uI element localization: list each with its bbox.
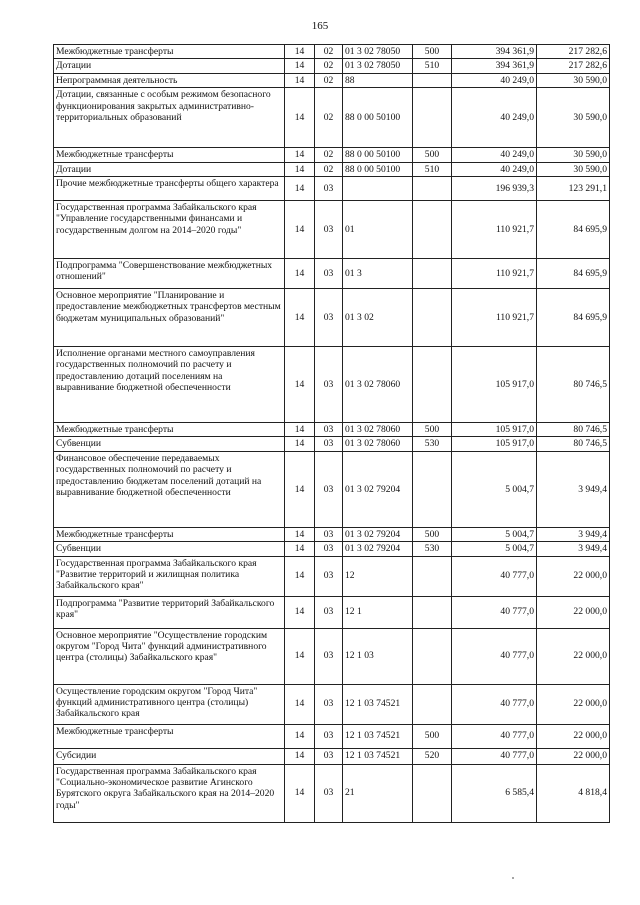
row-name: Межбюджетные трансферты bbox=[54, 423, 285, 437]
row-subsection: 03 bbox=[315, 423, 343, 437]
table-row bbox=[54, 556, 610, 596]
row-target-article: 01 3 02 78060 bbox=[343, 437, 413, 451]
row-name: Прочие межбюджетные трансферты общего характера bbox=[54, 177, 285, 201]
row-amount-1: 40 777,0 bbox=[452, 556, 537, 596]
row-expense-type: 510 bbox=[413, 59, 452, 73]
row-expense-type: 520 bbox=[413, 748, 452, 764]
row-amount-2: 84 695,9 bbox=[537, 201, 610, 259]
table-row bbox=[54, 437, 610, 451]
row-expense-type: 510 bbox=[413, 162, 452, 176]
row-section: 14 bbox=[285, 748, 315, 764]
row-section: 14 bbox=[285, 289, 315, 347]
row-expense-type bbox=[413, 259, 452, 289]
row-target-article: 12 bbox=[343, 556, 413, 596]
row-section: 14 bbox=[285, 59, 315, 73]
row-name: Дотации bbox=[54, 59, 285, 73]
row-subsection: 03 bbox=[315, 289, 343, 347]
row-section: 14 bbox=[285, 148, 315, 162]
row-amount-1: 5 004,7 bbox=[452, 542, 537, 556]
row-target-article: 88 bbox=[343, 73, 413, 87]
row-amount-2: 30 590,0 bbox=[537, 88, 610, 148]
table-row bbox=[54, 148, 610, 162]
row-section: 14 bbox=[285, 596, 315, 628]
row-expense-type bbox=[413, 451, 452, 527]
row-subsection: 03 bbox=[315, 556, 343, 596]
row-amount-2: 80 746,5 bbox=[537, 347, 610, 423]
row-expense-type bbox=[413, 88, 452, 148]
row-expense-type bbox=[413, 596, 452, 628]
row-section: 14 bbox=[285, 162, 315, 176]
row-name: Подпрограмма "Развитие территорий Забайкальского края" bbox=[54, 596, 285, 628]
row-name: Финансовое обеспечение передаваемых государственных полномочий по расчету и предоставлению бюджетам поселений дотаций на выравнивание бюджетной обеспеченности bbox=[54, 451, 285, 527]
row-expense-type: 500 bbox=[413, 423, 452, 437]
row-target-article: 88 0 00 50100 bbox=[343, 148, 413, 162]
row-amount-1: 5 004,7 bbox=[452, 527, 537, 541]
row-target-article: 12 1 03 74521 bbox=[343, 684, 413, 724]
row-section: 14 bbox=[285, 259, 315, 289]
row-target-article: 12 1 bbox=[343, 596, 413, 628]
row-expense-type bbox=[413, 289, 452, 347]
row-amount-1: 40 777,0 bbox=[452, 596, 537, 628]
row-amount-2: 80 746,5 bbox=[537, 423, 610, 437]
row-amount-1: 40 777,0 bbox=[452, 684, 537, 724]
row-subsection: 03 bbox=[315, 724, 343, 748]
row-name: Исполнение органами местного самоуправления государственных полномочий по расчету и предоставлению дотаций поселениям на выравнивание бюджетной обеспеченности bbox=[54, 347, 285, 423]
row-target-article: 01 3 02 78050 bbox=[343, 45, 413, 59]
table-row bbox=[54, 177, 610, 201]
row-section: 14 bbox=[285, 724, 315, 748]
table-row bbox=[54, 764, 610, 822]
row-section: 14 bbox=[285, 764, 315, 822]
table-row bbox=[54, 259, 610, 289]
row-amount-2: 84 695,9 bbox=[537, 289, 610, 347]
page-number: 165 bbox=[311, 20, 329, 32]
row-amount-2: 123 291,1 bbox=[537, 177, 610, 201]
row-amount-1: 105 917,0 bbox=[452, 437, 537, 451]
table-row bbox=[54, 162, 610, 176]
row-amount-2: 217 282,6 bbox=[537, 59, 610, 73]
row-subsection: 03 bbox=[315, 596, 343, 628]
row-expense-type bbox=[413, 347, 452, 423]
row-name: Дотации bbox=[54, 162, 285, 176]
row-subsection: 03 bbox=[315, 628, 343, 684]
row-subsection: 03 bbox=[315, 527, 343, 541]
row-expense-type: 500 bbox=[413, 45, 452, 59]
table-row bbox=[54, 542, 610, 556]
row-amount-2: 22 000,0 bbox=[537, 628, 610, 684]
row-amount-2: 22 000,0 bbox=[537, 748, 610, 764]
row-subsection: 03 bbox=[315, 259, 343, 289]
row-amount-1: 40 777,0 bbox=[452, 748, 537, 764]
row-section: 14 bbox=[285, 556, 315, 596]
row-target-article: 01 3 02 78060 bbox=[343, 347, 413, 423]
row-target-article: 01 bbox=[343, 201, 413, 259]
budget-table-body bbox=[54, 45, 610, 823]
row-target-article: 12 1 03 bbox=[343, 628, 413, 684]
row-section: 14 bbox=[285, 628, 315, 684]
row-expense-type: 500 bbox=[413, 724, 452, 748]
row-name: Осуществление городским округом "Город Чита" функций административного центра (столицы) Забайкальского края bbox=[54, 684, 285, 724]
table-row bbox=[54, 59, 610, 73]
table-row bbox=[54, 527, 610, 541]
table-row bbox=[54, 684, 610, 724]
row-target-article: 88 0 00 50100 bbox=[343, 88, 413, 148]
row-expense-type bbox=[413, 556, 452, 596]
row-expense-type: 530 bbox=[413, 437, 452, 451]
row-subsection: 02 bbox=[315, 73, 343, 87]
row-amount-2: 3 949,4 bbox=[537, 542, 610, 556]
row-section: 14 bbox=[285, 527, 315, 541]
row-amount-2: 84 695,9 bbox=[537, 259, 610, 289]
row-amount-2: 4 818,4 bbox=[537, 764, 610, 822]
row-name: Дотации, связанные с особым режимом безопасного функционирования закрытых административно-территориальных образований bbox=[54, 88, 285, 148]
row-target-article bbox=[343, 177, 413, 201]
row-expense-type bbox=[413, 628, 452, 684]
table-row bbox=[54, 451, 610, 527]
row-section: 14 bbox=[285, 73, 315, 87]
row-amount-1: 40 249,0 bbox=[452, 73, 537, 87]
row-amount-2: 30 590,0 bbox=[537, 148, 610, 162]
table-row bbox=[54, 347, 610, 423]
row-section: 14 bbox=[285, 45, 315, 59]
table-row bbox=[54, 201, 610, 259]
row-expense-type bbox=[413, 177, 452, 201]
row-amount-1: 196 939,3 bbox=[452, 177, 537, 201]
row-subsection: 03 bbox=[315, 542, 343, 556]
table-row bbox=[54, 289, 610, 347]
table-row bbox=[54, 628, 610, 684]
row-expense-type: 530 bbox=[413, 542, 452, 556]
row-target-article: 01 3 bbox=[343, 259, 413, 289]
row-subsection: 03 bbox=[315, 764, 343, 822]
row-amount-1: 40 249,0 bbox=[452, 88, 537, 148]
row-amount-1: 105 917,0 bbox=[452, 347, 537, 423]
row-name: Межбюджетные трансферты bbox=[54, 148, 285, 162]
row-subsection: 03 bbox=[315, 201, 343, 259]
table-row bbox=[54, 88, 610, 148]
row-amount-1: 40 777,0 bbox=[452, 724, 537, 748]
row-amount-1: 110 921,7 bbox=[452, 289, 537, 347]
row-amount-1: 394 361,9 bbox=[452, 59, 537, 73]
row-target-article: 12 1 03 74521 bbox=[343, 724, 413, 748]
row-name: Непрограммная деятельность bbox=[54, 73, 285, 87]
row-name: Основное мероприятие "Планирование и предоставление межбюджетных трансфертов местным бюджетам муниципальных образований" bbox=[54, 289, 285, 347]
row-target-article: 01 3 02 79204 bbox=[343, 542, 413, 556]
row-target-article: 01 3 02 bbox=[343, 289, 413, 347]
row-subsection: 02 bbox=[315, 59, 343, 73]
row-subsection: 02 bbox=[315, 45, 343, 59]
row-amount-2: 3 949,4 bbox=[537, 451, 610, 527]
row-subsection: 02 bbox=[315, 88, 343, 148]
row-target-article: 01 3 02 79204 bbox=[343, 451, 413, 527]
row-target-article: 01 3 02 78060 bbox=[343, 423, 413, 437]
table-row bbox=[54, 596, 610, 628]
row-expense-type: 500 bbox=[413, 148, 452, 162]
row-target-article: 01 3 02 79204 bbox=[343, 527, 413, 541]
row-target-article: 88 0 00 50100 bbox=[343, 162, 413, 176]
row-name: Субвенции bbox=[54, 542, 285, 556]
row-section: 14 bbox=[285, 542, 315, 556]
row-amount-1: 40 777,0 bbox=[452, 628, 537, 684]
row-subsection: 03 bbox=[315, 177, 343, 201]
row-amount-1: 5 004,7 bbox=[452, 451, 537, 527]
row-amount-2: 30 590,0 bbox=[537, 162, 610, 176]
row-amount-1: 105 917,0 bbox=[452, 423, 537, 437]
row-section: 14 bbox=[285, 451, 315, 527]
row-name: Подпрограмма "Совершенствование межбюджетных отношений" bbox=[54, 259, 285, 289]
row-amount-2: 30 590,0 bbox=[537, 73, 610, 87]
table-row bbox=[54, 724, 610, 748]
row-section: 14 bbox=[285, 684, 315, 724]
row-name: Государственная программа Забайкальского края "Развитие территорий и жилищная политика Забайкальского края" bbox=[54, 556, 285, 596]
row-expense-type: 500 bbox=[413, 527, 452, 541]
row-section: 14 bbox=[285, 201, 315, 259]
row-amount-2: 3 949,4 bbox=[537, 527, 610, 541]
row-section: 14 bbox=[285, 437, 315, 451]
row-target-article: 12 1 03 74521 bbox=[343, 748, 413, 764]
row-amount-2: 22 000,0 bbox=[537, 724, 610, 748]
scan-speck bbox=[512, 877, 514, 879]
row-subsection: 03 bbox=[315, 437, 343, 451]
row-expense-type bbox=[413, 73, 452, 87]
row-amount-1: 6 585,4 bbox=[452, 764, 537, 822]
row-expense-type bbox=[413, 201, 452, 259]
row-amount-2: 80 746,5 bbox=[537, 437, 610, 451]
row-name: Государственная программа Забайкальского края "Управление государственными финансами и государственным долгом на 2014–2020 годы" bbox=[54, 201, 285, 259]
row-subsection: 03 bbox=[315, 451, 343, 527]
row-expense-type bbox=[413, 684, 452, 724]
budget-table bbox=[53, 44, 610, 823]
row-amount-1: 394 361,9 bbox=[452, 45, 537, 59]
row-amount-1: 40 249,0 bbox=[452, 162, 537, 176]
table-row bbox=[54, 73, 610, 87]
row-amount-2: 22 000,0 bbox=[537, 556, 610, 596]
row-section: 14 bbox=[285, 423, 315, 437]
row-name: Межбюджетные трансферты bbox=[54, 45, 285, 59]
row-amount-2: 22 000,0 bbox=[537, 684, 610, 724]
row-target-article: 21 bbox=[343, 764, 413, 822]
row-section: 14 bbox=[285, 88, 315, 148]
row-amount-2: 217 282,6 bbox=[537, 45, 610, 59]
row-amount-1: 110 921,7 bbox=[452, 201, 537, 259]
table-row bbox=[54, 748, 610, 764]
row-subsection: 02 bbox=[315, 148, 343, 162]
row-name: Субсидии bbox=[54, 748, 285, 764]
row-name: Межбюджетные трансферты bbox=[54, 724, 285, 748]
row-amount-1: 110 921,7 bbox=[452, 259, 537, 289]
row-name: Основное мероприятие "Осуществление городским округом "Город Чита" функций административного центра (столицы) Забайкальского края" bbox=[54, 628, 285, 684]
row-subsection: 02 bbox=[315, 162, 343, 176]
table-row bbox=[54, 45, 610, 59]
row-amount-2: 22 000,0 bbox=[537, 596, 610, 628]
row-section: 14 bbox=[285, 347, 315, 423]
row-subsection: 03 bbox=[315, 347, 343, 423]
row-name: Межбюджетные трансферты bbox=[54, 527, 285, 541]
row-section: 14 bbox=[285, 177, 315, 201]
row-expense-type bbox=[413, 764, 452, 822]
row-target-article: 01 3 02 78050 bbox=[343, 59, 413, 73]
row-name: Субвенции bbox=[54, 437, 285, 451]
table-row bbox=[54, 423, 610, 437]
row-amount-1: 40 249,0 bbox=[452, 148, 537, 162]
row-subsection: 03 bbox=[315, 684, 343, 724]
row-name: Государственная программа Забайкальского края "Социально-экономическое развитие Агинского Бурятского округа Забайкальского края на 2014–2020 годы" bbox=[54, 764, 285, 822]
row-subsection: 03 bbox=[315, 748, 343, 764]
